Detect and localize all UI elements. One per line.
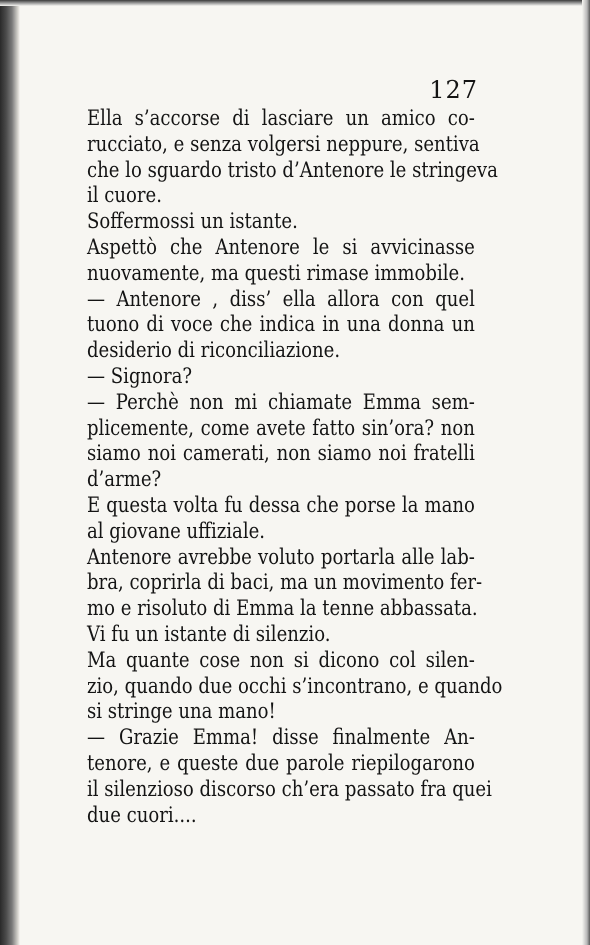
text-line: il silenzioso discorso ch’era passato fra quei <box>87 776 492 801</box>
text-line: — Antenore , diss’ ella allora con quel <box>87 286 475 311</box>
text-line: tenore, e queste due parole riepilogarono <box>87 750 475 775</box>
text-line: Ma quante cose non si dicono col silen- <box>87 647 475 672</box>
text-line: nuovamente, ma questi rimase immobile. <box>87 260 465 285</box>
text-line: Soffermossi un istante. <box>87 209 298 234</box>
text-line: E questa volta fu dessa che porse la mano <box>87 492 475 517</box>
text-line: bra, coprirla di baci, ma un movimento fer- <box>87 570 483 595</box>
body-text <box>87 106 503 828</box>
text-line: — Signora? <box>87 363 193 388</box>
text-line: Ella s’accorse di lasciare un amico co- <box>87 106 475 130</box>
text-line: zio, quando due occhi s’incontrano, e quando <box>87 673 503 698</box>
text-line: tuono di voce che indica in una donna un <box>87 312 475 337</box>
text-line: siamo noi camerati, non siamo noi fratelli <box>87 441 475 466</box>
text-line: due cuori.... <box>87 802 197 827</box>
text-line: che lo sguardo tristo d’Antenore le stringeva <box>87 157 498 182</box>
binding-edge <box>0 0 20 945</box>
right-edge <box>582 0 590 945</box>
text-line: d’arme? <box>87 467 162 492</box>
text-line: il cuore. <box>87 183 162 208</box>
text-line: si stringe una mano! <box>87 699 276 724</box>
text-line: mo e risoluto di Emma la tenne abbassata. <box>87 596 478 621</box>
text-line: Antenore avrebbe voluto portarla alle lab- <box>87 544 475 569</box>
text-line: al giovane uffiziale. <box>87 518 266 543</box>
page-number: 127 <box>429 76 478 104</box>
text-line: Vi fu un istante di silenzio. <box>87 621 331 646</box>
top-edge <box>0 0 590 6</box>
text-line: Aspettò che Antenore le si avvicinasse <box>87 234 475 259</box>
text-line: desiderio di riconciliazione. <box>87 338 341 363</box>
text-line: plicemente, come avete fatto sin’ora? non <box>87 415 475 440</box>
text-line: — Grazie Emma! disse finalmente An- <box>87 725 475 750</box>
text-line: rucciato, e senza volgersi neppure, sentiva <box>87 131 480 156</box>
text-line: — Perchè non mi chiamate Emma sem- <box>87 389 475 414</box>
